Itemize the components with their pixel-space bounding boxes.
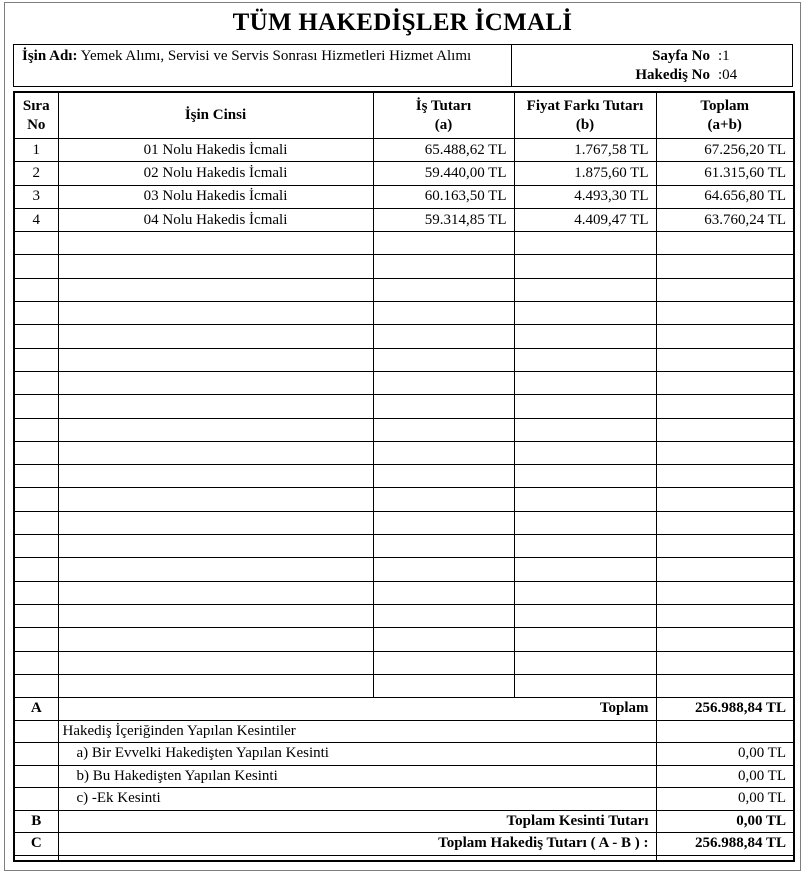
price-difference-cell xyxy=(514,511,656,534)
row-total-cell: 63.760,24 TL xyxy=(656,208,794,231)
price-difference-cell xyxy=(514,348,656,371)
row-number-cell xyxy=(14,535,58,558)
hakedis-summary-table xyxy=(13,91,795,862)
work-amount-cell xyxy=(373,535,514,558)
work-type-cell xyxy=(58,488,373,511)
footer-letter-cell xyxy=(14,743,58,766)
table-row xyxy=(14,185,794,208)
row-number-cell xyxy=(14,371,58,394)
page-number-value: :1 xyxy=(718,47,730,64)
row-total-cell xyxy=(656,651,794,674)
row-total-cell xyxy=(656,302,794,325)
row-total-cell xyxy=(656,511,794,534)
row-number-cell xyxy=(14,348,58,371)
work-amount-cell xyxy=(373,395,514,418)
price-difference-cell xyxy=(514,558,656,581)
price-difference-cell: 1.875,60 TL xyxy=(514,162,656,185)
row-number-cell xyxy=(14,604,58,627)
work-amount-cell xyxy=(373,628,514,651)
empty-table-row xyxy=(14,651,794,674)
work-amount-cell xyxy=(373,465,514,488)
price-difference-cell xyxy=(514,232,656,255)
work-type-cell: 04 Nolu Hakedis İcmali xyxy=(58,208,373,231)
footer-label-cell: c) -Ek Kesinti xyxy=(58,788,656,811)
row-total-cell: 67.256,20 TL xyxy=(656,139,794,162)
row-total-cell xyxy=(656,232,794,255)
empty-table-row xyxy=(14,628,794,651)
work-type-cell xyxy=(58,278,373,301)
page-number-row xyxy=(652,47,754,66)
empty-table-row xyxy=(14,488,794,511)
work-amount-cell xyxy=(373,255,514,278)
footer-label-cell: Toplam Hakediş Tutarı ( A - B ) : xyxy=(58,833,656,856)
price-difference-cell xyxy=(514,674,656,697)
table-body xyxy=(14,139,794,862)
work-type-cell xyxy=(58,255,373,278)
footer-letter-cell xyxy=(14,788,58,811)
work-type-cell xyxy=(58,418,373,441)
page-info-cell xyxy=(512,45,792,86)
price-difference-cell xyxy=(514,441,656,464)
row-number-cell: 3 xyxy=(14,185,58,208)
footer-value-cell: 0,00 TL xyxy=(656,810,794,833)
empty-table-row xyxy=(14,441,794,464)
empty-table-row xyxy=(14,371,794,394)
footer-label-cell: Toplam Kesinti Tutarı xyxy=(58,810,656,833)
work-amount-cell: 60.163,50 TL xyxy=(373,185,514,208)
row-total-cell xyxy=(656,465,794,488)
footer-row xyxy=(14,833,794,856)
work-type-cell xyxy=(58,604,373,627)
row-total-cell xyxy=(656,628,794,651)
row-number-cell xyxy=(14,255,58,278)
footer-letter-cell xyxy=(14,765,58,788)
price-difference-cell: 1.767,58 TL xyxy=(514,139,656,162)
footer-letter-cell: C xyxy=(14,833,58,856)
work-type-cell xyxy=(58,581,373,604)
work-amount-cell: 59.440,00 TL xyxy=(373,162,514,185)
row-total-cell xyxy=(656,418,794,441)
footer-row xyxy=(14,720,794,743)
price-difference-cell xyxy=(514,371,656,394)
row-number-cell xyxy=(14,651,58,674)
price-difference-cell xyxy=(514,325,656,348)
row-number-cell xyxy=(14,581,58,604)
empty-table-row xyxy=(14,348,794,371)
row-number-cell xyxy=(14,628,58,651)
empty-table-row xyxy=(14,465,794,488)
price-difference-cell xyxy=(514,581,656,604)
footer-row xyxy=(14,810,794,833)
job-name-cell xyxy=(14,45,512,86)
hakedis-number-row xyxy=(635,66,754,85)
footer-value-cell xyxy=(656,855,794,861)
footer-label-cell: b) Bu Hakedişten Yapılan Kesinti xyxy=(58,765,656,788)
col-header-is-tutari: İş Tutarı (a) xyxy=(373,92,514,139)
row-total-cell xyxy=(656,558,794,581)
work-amount-cell xyxy=(373,418,514,441)
row-number-cell xyxy=(14,441,58,464)
work-amount-cell xyxy=(373,441,514,464)
row-number-cell xyxy=(14,558,58,581)
price-difference-cell xyxy=(514,395,656,418)
price-difference-cell xyxy=(514,488,656,511)
footer-row xyxy=(14,788,794,811)
row-number-cell: 4 xyxy=(14,208,58,231)
empty-table-row xyxy=(14,232,794,255)
work-amount-cell: 65.488,62 TL xyxy=(373,139,514,162)
empty-table-row xyxy=(14,325,794,348)
work-type-cell xyxy=(58,628,373,651)
job-name-label: İşin Adı: xyxy=(22,48,78,64)
work-type-cell xyxy=(58,511,373,534)
hakedis-number-label: Hakediş No xyxy=(635,66,710,83)
empty-table-row xyxy=(14,535,794,558)
job-name-value: Yemek Alımı, Servisi ve Servis Sonrası Hizmetleri Hizmet Alımı xyxy=(80,48,472,64)
row-total-cell xyxy=(656,441,794,464)
work-type-cell xyxy=(58,302,373,325)
row-total-cell xyxy=(656,348,794,371)
page-frame xyxy=(4,2,801,871)
footer-letter-cell xyxy=(14,855,58,861)
row-number-cell xyxy=(14,511,58,534)
footer-value-cell: 0,00 TL xyxy=(656,765,794,788)
col-header-isin-cinsi: İşin Cinsi xyxy=(58,92,373,139)
work-amount-cell xyxy=(373,232,514,255)
col-header-fiyat-farki-tutari: Fiyat Farkı Tutarı (b) xyxy=(514,92,656,139)
footer-letter-cell xyxy=(14,720,58,743)
table-row xyxy=(14,139,794,162)
empty-table-row xyxy=(14,255,794,278)
work-amount-cell xyxy=(373,488,514,511)
row-total-cell xyxy=(656,674,794,697)
empty-table-row xyxy=(14,581,794,604)
work-type-cell xyxy=(58,465,373,488)
empty-table-row xyxy=(14,604,794,627)
price-difference-cell xyxy=(514,535,656,558)
work-amount-cell xyxy=(373,348,514,371)
row-number-cell: 1 xyxy=(14,139,58,162)
row-total-cell xyxy=(656,371,794,394)
footer-value-cell: 0,00 TL xyxy=(656,788,794,811)
row-total-cell xyxy=(656,604,794,627)
footer-value-cell xyxy=(656,720,794,743)
footer-value-cell: 256.988,84 TL xyxy=(656,833,794,856)
table-row xyxy=(14,162,794,185)
price-difference-cell: 4.493,30 TL xyxy=(514,185,656,208)
work-type-cell xyxy=(58,325,373,348)
work-type-cell xyxy=(58,651,373,674)
row-number-cell: 2 xyxy=(14,162,58,185)
work-amount-cell xyxy=(373,278,514,301)
work-type-cell: 03 Nolu Hakedis İcmali xyxy=(58,185,373,208)
footer-label-cell: a) Bir Evvelki Hakedişten Yapılan Kesinti xyxy=(58,743,656,766)
price-difference-cell xyxy=(514,302,656,325)
work-amount-cell xyxy=(373,674,514,697)
work-type-cell xyxy=(58,371,373,394)
footer-value-cell: 256.988,84 TL xyxy=(656,698,794,721)
footer-label-cell: Hakediş İçeriğinden Yapılan Kesintiler xyxy=(58,720,656,743)
work-type-cell xyxy=(58,535,373,558)
work-type-cell: 01 Nolu Hakedis İcmali xyxy=(58,139,373,162)
table-bottom-strip xyxy=(14,855,794,861)
work-amount-cell xyxy=(373,302,514,325)
work-amount-cell xyxy=(373,371,514,394)
footer-letter-cell: A xyxy=(14,698,58,721)
empty-table-row xyxy=(14,418,794,441)
row-number-cell xyxy=(14,465,58,488)
row-number-cell xyxy=(14,418,58,441)
row-total-cell: 61.315,60 TL xyxy=(656,162,794,185)
work-type-cell xyxy=(58,395,373,418)
page-number-label: Sayfa No xyxy=(652,47,710,64)
row-number-cell xyxy=(14,302,58,325)
row-total-cell xyxy=(656,255,794,278)
header-box xyxy=(13,44,793,87)
work-amount-cell xyxy=(373,604,514,627)
work-amount-cell: 59.314,85 TL xyxy=(373,208,514,231)
row-total-cell xyxy=(656,325,794,348)
row-total-cell xyxy=(656,278,794,301)
empty-table-row xyxy=(14,278,794,301)
hakedis-number-value: :04 xyxy=(718,66,738,83)
work-amount-cell xyxy=(373,511,514,534)
footer-row xyxy=(14,765,794,788)
footer-value-cell: 0,00 TL xyxy=(656,743,794,766)
col-header-sira-no: Sıra No xyxy=(14,92,58,139)
empty-table-row xyxy=(14,674,794,697)
price-difference-cell xyxy=(514,604,656,627)
col-header-toplam: Toplam (a+b) xyxy=(656,92,794,139)
work-type-cell xyxy=(58,441,373,464)
table-row xyxy=(14,208,794,231)
price-difference-cell xyxy=(514,465,656,488)
footer-label-cell: Toplam xyxy=(58,698,656,721)
work-type-cell xyxy=(58,348,373,371)
work-amount-cell xyxy=(373,581,514,604)
row-number-cell xyxy=(14,325,58,348)
row-total-cell xyxy=(656,395,794,418)
work-type-cell xyxy=(58,674,373,697)
row-total-cell xyxy=(656,488,794,511)
empty-table-row xyxy=(14,395,794,418)
row-number-cell xyxy=(14,395,58,418)
price-difference-cell xyxy=(514,651,656,674)
row-number-cell xyxy=(14,674,58,697)
footer-row xyxy=(14,743,794,766)
row-number-cell xyxy=(14,488,58,511)
footer-letter-cell: B xyxy=(14,810,58,833)
work-type-cell: 02 Nolu Hakedis İcmali xyxy=(58,162,373,185)
footer-row xyxy=(14,698,794,721)
row-number-cell xyxy=(14,278,58,301)
price-difference-cell xyxy=(514,278,656,301)
page-title: TÜM HAKEDİŞLER İCMALİ xyxy=(232,9,573,36)
row-number-cell xyxy=(14,232,58,255)
work-amount-cell xyxy=(373,558,514,581)
work-type-cell xyxy=(58,558,373,581)
table-header xyxy=(14,92,794,139)
empty-table-row xyxy=(14,302,794,325)
work-amount-cell xyxy=(373,651,514,674)
row-total-cell: 64.656,80 TL xyxy=(656,185,794,208)
row-total-cell xyxy=(656,581,794,604)
table-header-row xyxy=(14,92,794,139)
footer-label-cell xyxy=(58,855,656,861)
price-difference-cell xyxy=(514,255,656,278)
row-total-cell xyxy=(656,535,794,558)
price-difference-cell xyxy=(514,418,656,441)
empty-table-row xyxy=(14,558,794,581)
work-type-cell xyxy=(58,232,373,255)
price-difference-cell: 4.409,47 TL xyxy=(514,208,656,231)
price-difference-cell xyxy=(514,628,656,651)
work-amount-cell xyxy=(373,325,514,348)
empty-table-row xyxy=(14,511,794,534)
